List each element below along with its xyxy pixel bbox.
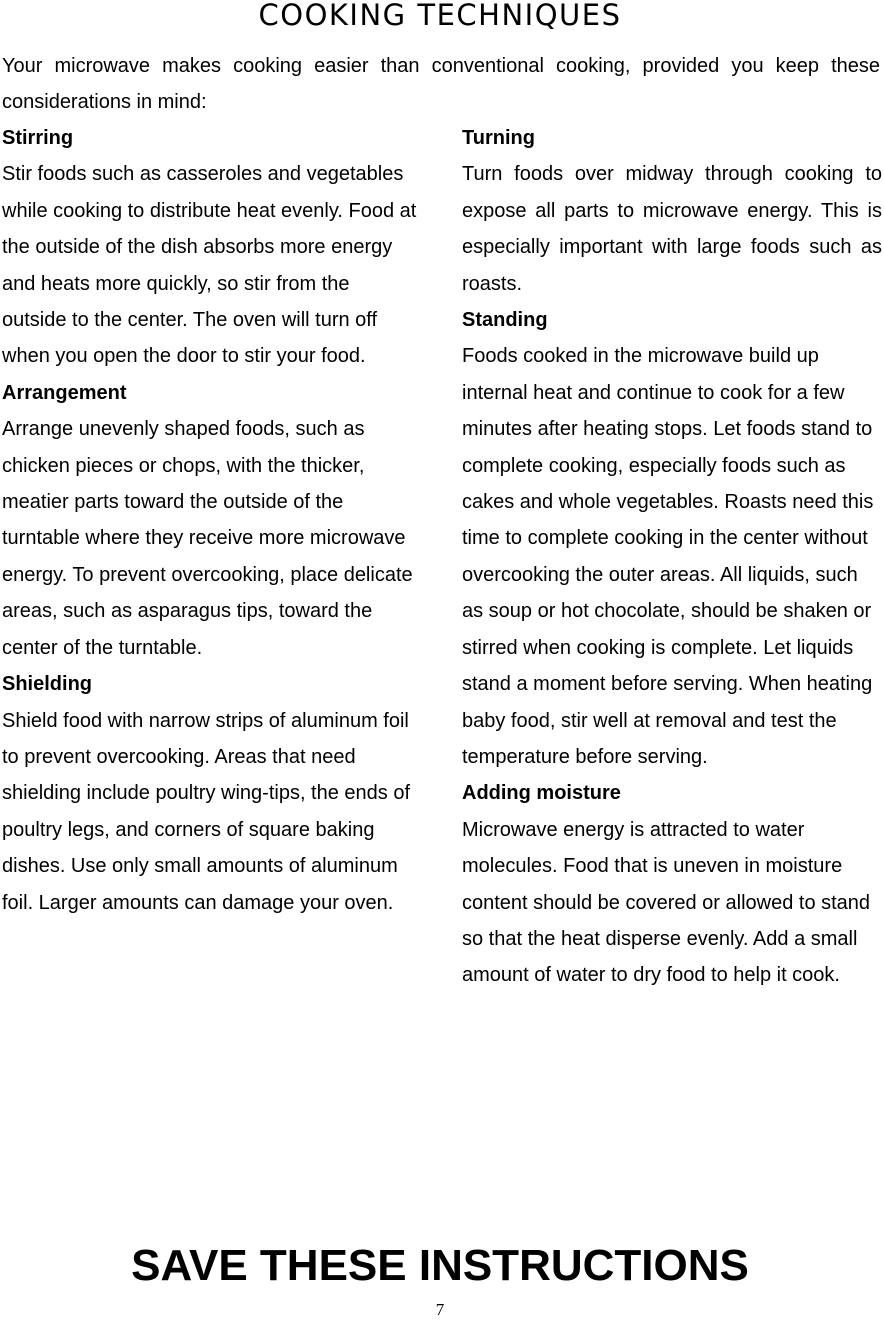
section-arrangement — [2, 375, 418, 666]
heading-arrangement: Arrangement — [2, 381, 127, 404]
section-turning — [462, 120, 882, 302]
left-column — [2, 120, 418, 921]
heading-shielding: Shielding — [2, 673, 92, 696]
section-shielding — [2, 666, 418, 921]
body-shielding: Shield food with narrow strips of aluminum foil to prevent overcooking. Areas that need shielding include poultry wing-tips, the ends of poultry legs, and corners of square baking dishes. Use only small amounts of aluminum foil. Larger amounts can damage your oven. — [2, 709, 411, 914]
heading-stirring: Stirring — [2, 127, 74, 149]
body-arrangement: Arrange unevenly shaped foods, such as chicken pieces or chops, with the thicker, meatier parts toward the outside of the turntable where they receive more microwave energy. To prevent overcooking, place delicate areas, such as asparagus tips, toward the center of the turntable. — [2, 418, 413, 659]
heading-standing: Standing — [462, 309, 548, 332]
section-standing — [462, 302, 882, 775]
page-title: COOKING TECHNIQUES — [258, 0, 622, 32]
page-number: 7 — [435, 1300, 445, 1319]
section-stirring — [2, 120, 418, 375]
heading-adding-moisture: Adding moisture — [462, 782, 621, 805]
body-adding-moisture: Microwave energy is attracted to water molecules. Food that is uneven in moisture content should be covered or allowed to stand so that the heat disperse evenly. Add a small amount of water to dry food to help it cook. — [462, 818, 871, 987]
section-adding-moisture — [462, 775, 882, 993]
right-column — [462, 120, 882, 994]
intro-paragraph: Your microwave makes cooking easier than conventional cooking, provided you keep these considerations in mind: — [2, 55, 880, 114]
body-standing: Foods cooked in the microwave build up internal heat and continue to cook for a few minutes after heating stops. Let foods stand to complete cooking, especially foods such as cakes and whole vegetables. Roasts need this time to complete cooking in the center without overcooking the outer areas. All liquids, such as soup or hot chocolate, should be shaken or stirred when cooking is complete. Let liquids stand a moment before serving. When heating baby food, stir well at removal and test the temperature before serving. — [462, 345, 874, 768]
body-turning: Turn foods over midway through cooking to expose all parts to microwave energy. This is especially important with large foods such as roasts. — [462, 163, 882, 295]
heading-turning: Turning — [462, 127, 535, 149]
save-instructions-banner: SAVE THESE INSTRUCTIONS — [131, 1241, 749, 1290]
body-stirring: Stir foods such as casseroles and vegetables while cooking to distribute heat evenly. Food at the outside of the dish absorbs more energy and heats more quickly, so stir from the outside to the center. The oven will turn off when you open the door to stir your food. — [2, 163, 417, 368]
